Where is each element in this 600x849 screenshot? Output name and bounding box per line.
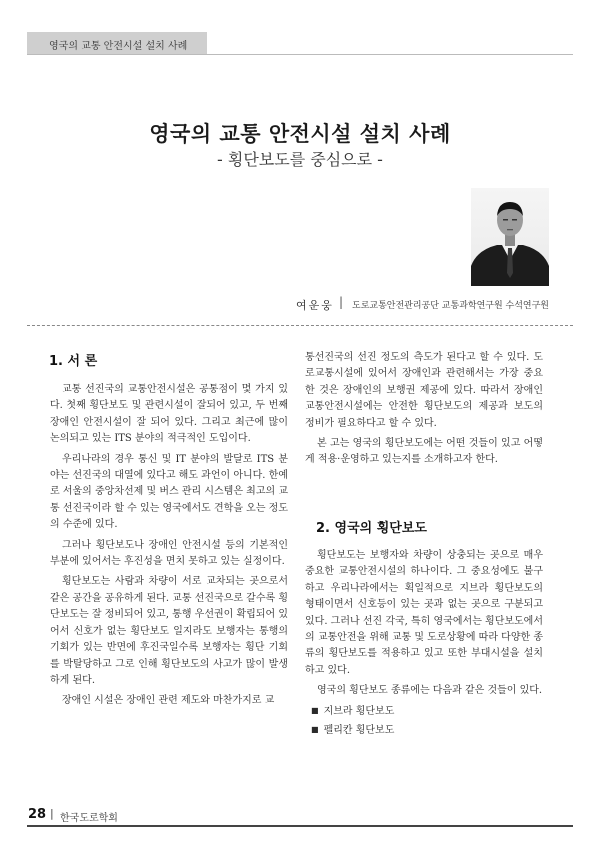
footer-separator: | (50, 807, 54, 820)
list-item: ■ 펠리칸 횡단보도 (311, 723, 543, 739)
list-item: ■ 지브라 횡단보도 (311, 704, 543, 720)
right-column-intro (305, 350, 543, 473)
author-photo (471, 188, 549, 286)
article-subtitle: - 횡단보도를 중심으로 - (217, 150, 383, 169)
paragraph: 장애인 시설은 장애인 관련 제도와 마찬가지로 교 (62, 695, 275, 707)
paragraph: 그러나 횡단보도나 장애인 안전시설 등의 기본적인 부분에 있어서는 후진성을 면치 못하고 있는 실정이다. (50, 539, 288, 568)
paragraph: 교통 선진국의 교통안전시설은 공통점이 몇 가지 있다. 첫째 횡단보도 및 관련시설이 잘되어 있고, 두 번째 장애인 안전시설이 잘 되어 있다. 그리고 최근에 많이 논의되고 있는 ITS 분야의 적극적인 도입이다. (50, 384, 288, 445)
running-title: 영국의 교통 안전시설 설치 사례 (49, 41, 188, 52)
author-separator: | (339, 295, 344, 309)
author-portrait-icon (471, 188, 549, 286)
footer-rule (27, 825, 573, 827)
header-rule (27, 54, 573, 55)
paragraph: 영국의 횡단보도 종류에는 다음과 같은 것들이 있다. (317, 685, 543, 697)
paragraph: 통선진국의 선진 정도의 측도가 된다고 할 수 있다. 도로교통시설에 있어서 장애인과 관련해서는 가장 중요한 것은 장애인의 보행권 제공에 있다. 따라서 장애인 교통안전시설에는 안전한 횡단보도의 제공과 보도의 정비가 필요하다고 할 수 있다. (305, 352, 543, 429)
author-name: 여운웅 (296, 299, 334, 312)
right-column-crosswalk (305, 548, 543, 742)
author-affiliation: 도로교통안전관리공단 교통과학연구원 수석연구원 (352, 301, 549, 311)
paragraph: 횡단보도는 사람과 차량이 서로 교차되는 곳으로서 같은 공간을 공유하게 된다. 교통 선진국으로 갈수록 횡단보도는 잘 정비되어 있고, 통행 우선권이 확립되어 있어서 신호가 없는 횡단보도 일지라도 보행자는 통행의 기회가 있는 반면에 후진국일수록 보행자는 횡단 기회를 박탈당하고 그로 인해 횡단보도의 사고가 많이 발생하게 된다. (50, 576, 288, 686)
paragraph: 본 고는 영국의 횡단보도에는 어떤 것들이 있고 어떻게 적용·운영하고 있는지를 소개하고자 한다. (305, 438, 543, 466)
section-heading-intro: 1. 서 론 (49, 354, 98, 369)
journal-name: 한국도로학회 (60, 813, 118, 824)
article-title: 영국의 교통 안전시설 설치 사례 (149, 122, 451, 146)
crosswalk-type-list (305, 704, 543, 740)
paragraph: 횡단보도는 보행자와 차량이 상충되는 곳으로 매우 중요한 교통안전시설의 하나이다. 그 중요성에도 불구하고 우리나라에서는 획일적으로 지브라 횡단보도의 형태이면서 신호등이 있는 곳과 없는 곳으로 구분되고 있다. 그러나 선진 각국, 특히 영국에서는 횡단보도에서의 교통안전을 위해 교통 및 도로상황에 따라 다양한 종류의 횡단보도를 적용하고 있고 또한 부대시설을 설치하고 있다. (305, 550, 543, 676)
page-number: 28 (28, 807, 47, 822)
dotted-divider (27, 325, 573, 326)
paragraph: 우리나라의 경우 통신 및 IT 분야의 발달로 ITS 분야는 선진국의 대열에 있다고 해도 과언이 아니다. 한예로 서울의 중앙차선제 및 버스 관리 시스템은 최고의 교통 선진국이라 할 수 있는 영국에서도 견학을 오는 정도의 수준에 있다. (50, 453, 288, 531)
section-heading-crosswalk: 2. 영국의 횡단보도 (316, 521, 427, 536)
left-column (50, 382, 288, 714)
running-header (27, 32, 207, 55)
